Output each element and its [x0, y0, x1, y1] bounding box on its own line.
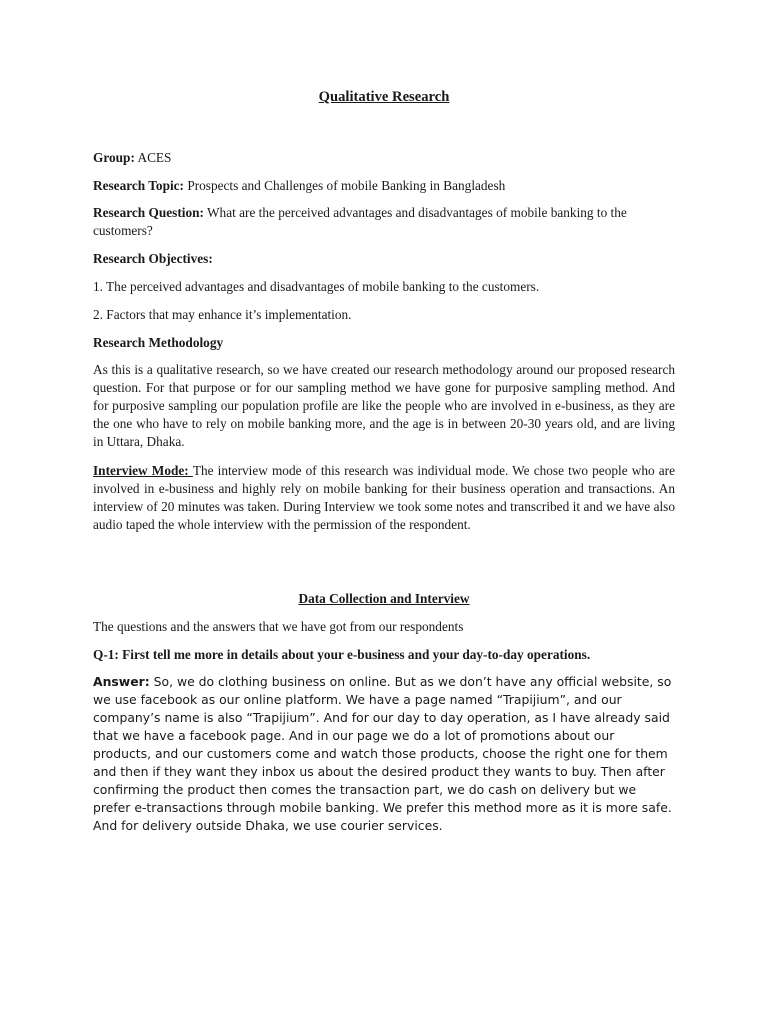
research-topic-value: Prospects and Challenges of mobile Banking in Bangladesh [184, 178, 506, 193]
objective-item-2: 2. Factors that may enhance it’s implementation. [93, 307, 352, 322]
interview-mode-paragraph [93, 462, 675, 534]
document-title: Qualitative Research [318, 89, 450, 105]
data-collection-intro: The questions and the answers that we have got from our respondents [93, 619, 464, 634]
group-value: ACES [134, 150, 172, 165]
research-question-paragraph [93, 204, 638, 240]
interview-mode-body: The interview mode of this research was individual mode. We chose two people who are involved in e-business and highly rely on mobile banking for their business operation and transactions. An interview of 20 minutes was taken. During Interview we took some notes and transcribed it and we have also audio taped the whole interview with the permission of the respondent. [93, 463, 675, 532]
objective-item-1: 1. The perceived advantages and disadvantages of mobile banking to the customers. [93, 279, 540, 294]
answer-1-label: Answer: [93, 674, 150, 689]
methodology-heading: Research Methodology [93, 335, 224, 350]
answer-1-paragraph [93, 673, 675, 835]
research-question-label: Research Question: [93, 205, 204, 220]
research-objectives-heading: Research Objectives: [93, 251, 213, 266]
question-1: Q-1: First tell me more in details about your e-business and your day-to-day operations. [93, 647, 591, 662]
research-topic-label: Research Topic: [93, 178, 184, 193]
research-question-value: What are the perceived advantages and disadvantages of mobile banking to the customers? [93, 205, 627, 238]
group-line [93, 149, 675, 167]
answer-1-body: So, we do clothing business on online. But as we don’t have any official website, so we use facebook as our online platform. We have a page named “Trapijium”, and our company’s name is also “Trapijium”. And for our day to day operation, as I have already said that we have a facebook page. And in our page we do a lot of promotions about our products, and our customers come and watch those products, choose the right one for them and then if they want they inbox us about the desired product they wants to buy. Then after confirming the product then comes the transaction part, we do cash on delivery but we prefer e-transactions through mobile banking. We prefer this method more as it is more safe. And for delivery outside Dhaka, we use courier services. [93, 674, 672, 833]
data-collection-heading: Data Collection and Interview [298, 591, 470, 606]
interview-mode-label: Interview Mode: [93, 463, 193, 478]
methodology-paragraph: As this is a qualitative research, so we have created our research methodology around our proposed research question. For that purpose or for our sampling method we have gone for purposive sampling method. And for purposive sampling our population profile are like the people who are involved in e-business, as they are the one who have to rely on mobile banking more, and the age is in between 20-30 years old, and are living in Uttara, Dhaka. [93, 362, 675, 449]
research-topic-line [93, 177, 675, 195]
group-label: Group: [93, 150, 135, 165]
